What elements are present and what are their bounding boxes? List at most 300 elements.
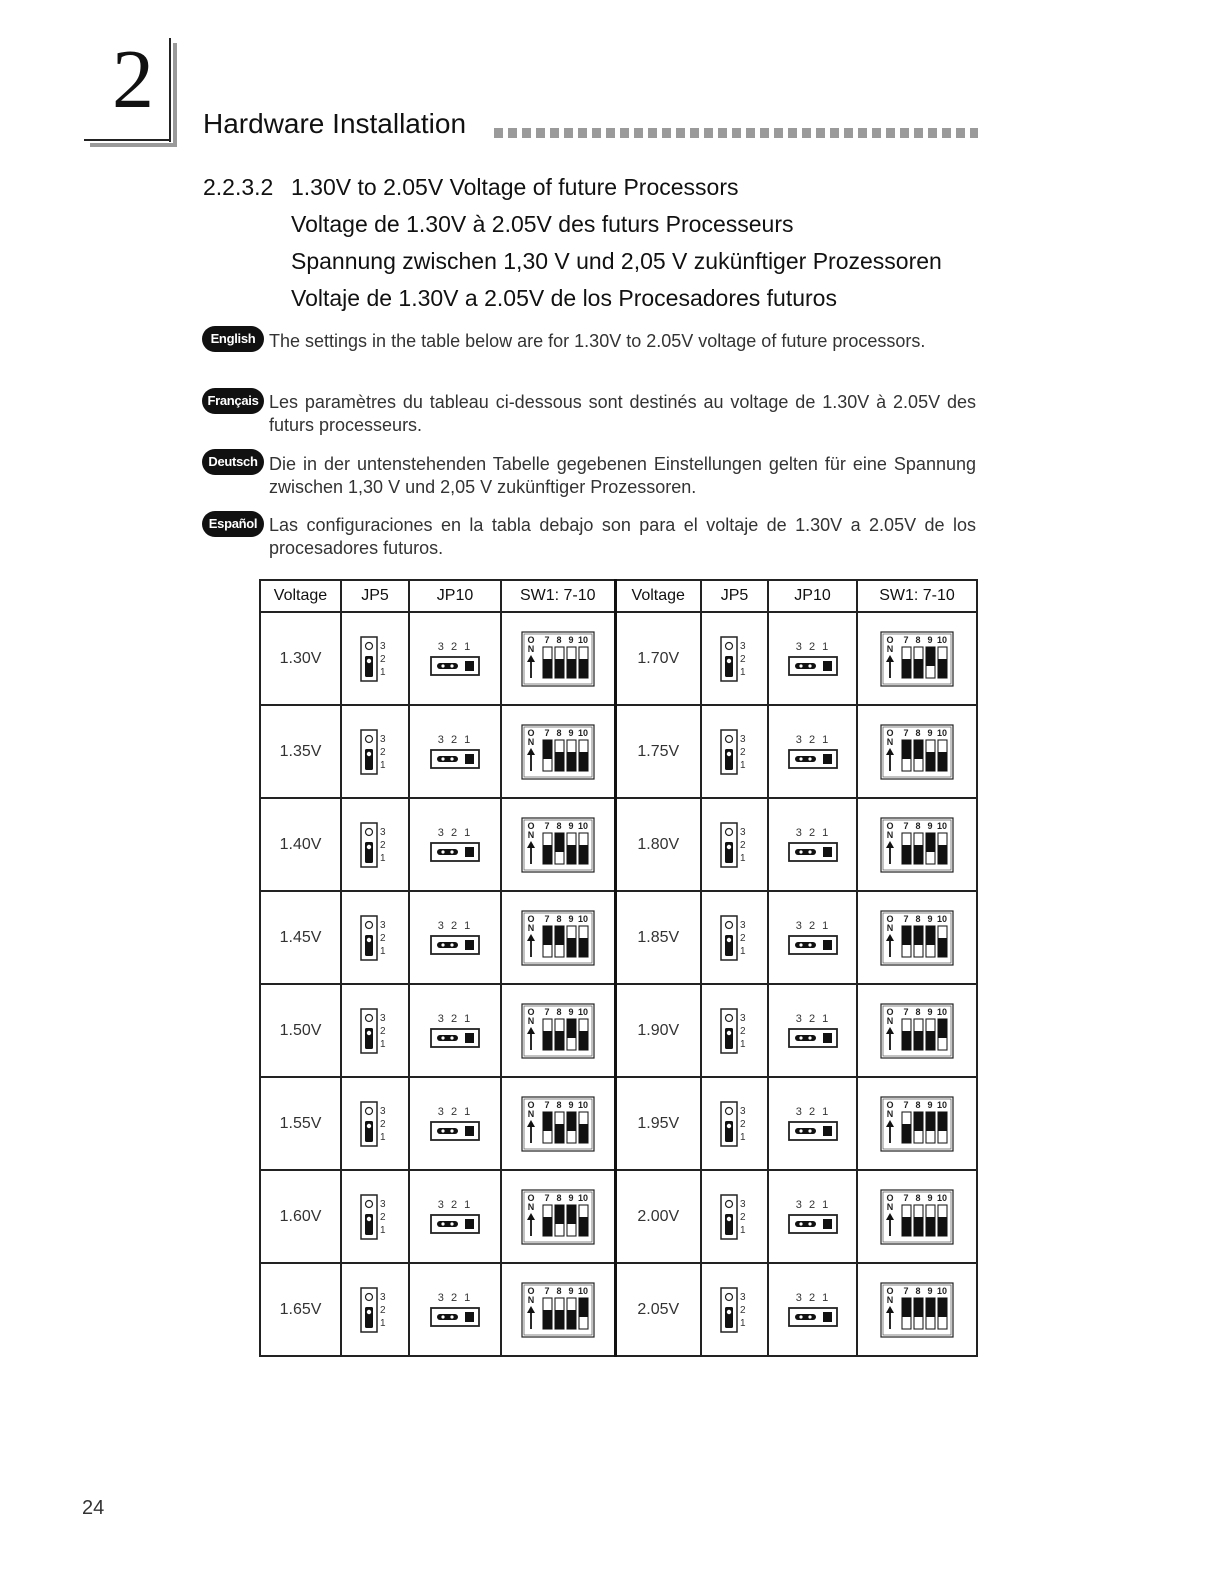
- sw1-dip-switch-diagram: [521, 1003, 595, 1059]
- sw1-switch-number: 7: [903, 634, 909, 645]
- header-jp5: JP5: [341, 580, 409, 612]
- sw1-switch-on: [938, 752, 947, 771]
- table-row: [260, 1263, 977, 1356]
- sw1-cell: [501, 612, 615, 705]
- sw1-cell: [857, 1170, 977, 1263]
- chapter-underline: [84, 139, 171, 141]
- jp10-capped-pin: [808, 850, 811, 853]
- jp10-pin-labels: 3 2 1: [795, 1291, 830, 1304]
- jp5-capped-pin: [726, 1123, 730, 1127]
- jp5-pin-label: 2: [739, 1025, 746, 1037]
- jp10-jumper-cap: [795, 1314, 816, 1320]
- jp5-jumper-diagram: [360, 1008, 390, 1054]
- jp5-pin-label: 1: [739, 1224, 746, 1236]
- sw1-switch-number: 9: [568, 634, 574, 645]
- sw1-switch-number: 7: [903, 913, 909, 924]
- jp5-pin-label: 2: [380, 1118, 386, 1130]
- jp5-jumper-diagram: [720, 729, 750, 775]
- sw1-switch-number: 7: [903, 1006, 909, 1017]
- jp10-jumper-cap: [437, 1221, 458, 1227]
- sw1-on-label: O: [527, 634, 535, 645]
- jp5-pin-label: 1: [739, 1038, 746, 1050]
- sw1-switch-number: 7: [544, 1192, 550, 1203]
- voltage-cell: 1.30V: [260, 612, 341, 705]
- sw1-switch-number: 8: [556, 1099, 562, 1110]
- jp5-capped-pin: [726, 1030, 730, 1034]
- sw1-on-label: O: [527, 1285, 535, 1296]
- sw1-switch-number: 9: [927, 820, 933, 831]
- jp10-jumper-diagram: [787, 1011, 839, 1051]
- voltage-cell: 1.70V: [615, 612, 701, 705]
- jp5-open-pin: [725, 735, 732, 742]
- jp5-open-pin: [366, 1200, 373, 1207]
- sw1-switch-on: [579, 1124, 588, 1143]
- sw1-switch-number: 8: [556, 634, 562, 645]
- sw1-switch-number: 8: [556, 913, 562, 924]
- table-row: [260, 984, 977, 1077]
- jp5-pin-label: 1: [380, 1131, 386, 1143]
- jp10-cell: [409, 798, 501, 891]
- sw1-switch-number: 9: [568, 727, 574, 738]
- sw1-on-label: N: [527, 643, 534, 654]
- jp5-cell: [701, 984, 768, 1077]
- jp10-capped-pin: [808, 1129, 811, 1132]
- jp10-pin-labels: 3 2 1: [795, 733, 830, 746]
- sw1-switch-number: 7: [544, 913, 550, 924]
- jp10-capped-pin: [441, 943, 444, 946]
- sw1-switch-on: [914, 659, 923, 678]
- sw1-switch-on: [579, 845, 588, 864]
- jp10-capped-pin: [441, 1036, 444, 1039]
- jp5-open-pin: [725, 921, 732, 928]
- jp10-jumper-cap: [437, 1035, 458, 1041]
- sw1-cell: [857, 1263, 977, 1356]
- sw1-on-arrow-icon: [886, 748, 894, 755]
- sw1-switch-on: [902, 1124, 911, 1143]
- jp10-jumper-cap: [795, 942, 816, 948]
- jp10-open-pin: [823, 847, 832, 857]
- jp10-capped-pin: [799, 664, 802, 667]
- sw1-switch-on: [579, 752, 588, 771]
- jp5-pin-label: 1: [739, 1317, 746, 1329]
- jp10-cell: [768, 1263, 857, 1356]
- jp10-jumper-diagram: [429, 732, 481, 772]
- sw1-switch-number: 7: [903, 727, 909, 738]
- jp5-pin-label: 2: [739, 1304, 746, 1316]
- sw1-on-label: N: [527, 829, 534, 840]
- chapter-divider: [169, 38, 171, 142]
- jp5-pin-label: 2: [739, 932, 746, 944]
- sw1-cell: [501, 1077, 615, 1170]
- jp5-capped-pin: [367, 937, 371, 941]
- sw1-switch-number: 10: [936, 1006, 948, 1017]
- jp10-capped-pin: [450, 1222, 453, 1225]
- jp5-pin-label: 3: [380, 733, 386, 745]
- jp5-open-pin: [366, 1014, 373, 1021]
- sw1-dip-switch-diagram: [521, 1189, 595, 1245]
- jp10-jumper-cap: [795, 663, 816, 669]
- paragraph-francais: Les paramètres du tableau ci-dessous sont destinés au voltage de 1.30V à 2.05V des futurs processeurs.: [269, 392, 976, 435]
- sw1-switch-off: [938, 1112, 947, 1131]
- sw1-switch-number: 8: [915, 1099, 921, 1110]
- jp5-jumper-diagram: [720, 1101, 750, 1147]
- chapter-divider-shadow: [173, 43, 177, 146]
- sw1-switch-number: 10: [577, 634, 588, 645]
- sw1-switch-number: 10: [936, 913, 948, 924]
- jp10-capped-pin: [799, 1129, 802, 1132]
- jp5-pin-label: 2: [739, 746, 746, 758]
- jp10-open-pin: [465, 1126, 474, 1136]
- sw1-switch-off: [543, 1112, 552, 1131]
- sw1-switch-on: [902, 845, 911, 864]
- jp5-open-pin: [725, 1200, 732, 1207]
- jp10-cell: [409, 705, 501, 798]
- jp5-pin-label: 2: [380, 1211, 386, 1223]
- sw1-on-arrow-icon: [527, 934, 535, 941]
- sw1-switch-number: 10: [577, 1285, 588, 1296]
- sw1-switch-on: [902, 1217, 911, 1236]
- voltage-settings-table: [259, 579, 978, 1357]
- jp5-cell: [341, 891, 409, 984]
- jp10-jumper-diagram: [429, 918, 481, 958]
- jp5-pin-label: 3: [739, 1012, 746, 1024]
- jp5-capped-pin: [367, 1030, 371, 1034]
- jp5-jumper-diagram: [360, 915, 390, 961]
- sw1-switch-on: [555, 659, 564, 678]
- jp5-pin-label: 3: [380, 1198, 386, 1210]
- sw1-switch-number: 10: [936, 634, 948, 645]
- jp5-cell: [341, 1263, 409, 1356]
- jp10-open-pin: [823, 940, 832, 950]
- jp5-capped-pin: [367, 844, 371, 848]
- sw1-switch-off: [902, 926, 911, 945]
- jp5-pin-label: 3: [380, 826, 386, 838]
- sw1-switch-off: [555, 833, 564, 852]
- sw1-cell: [857, 891, 977, 984]
- sw1-on-label: O: [886, 1192, 894, 1203]
- jp5-jumper-diagram: [360, 1101, 390, 1147]
- sw1-switch-off: [926, 926, 935, 945]
- table-row: [260, 891, 977, 984]
- language-badge-francais: Français: [202, 388, 264, 414]
- sw1-switch-off: [938, 1298, 947, 1317]
- jp5-jumper-diagram: [720, 1008, 750, 1054]
- sw1-dip-switch-diagram: [880, 910, 954, 966]
- sw1-on-arrow-icon: [527, 1027, 535, 1034]
- sw1-on-label: N: [886, 1015, 894, 1026]
- sw1-on-label: N: [886, 736, 894, 747]
- jp5-open-pin: [725, 1107, 732, 1114]
- sw1-switch-on: [567, 938, 576, 957]
- jp5-capped-pin: [367, 658, 371, 662]
- sw1-on-arrow-icon: [886, 841, 894, 848]
- jp5-cell: [701, 1170, 768, 1263]
- header-jp5-2: JP5: [701, 580, 768, 612]
- sw1-switch-number: 9: [927, 634, 933, 645]
- sw1-cell: [857, 1077, 977, 1170]
- sw1-on-arrow-icon: [527, 841, 535, 848]
- jp5-open-pin: [366, 642, 373, 649]
- sw1-switch-number: 9: [568, 820, 574, 831]
- jp10-capped-pin: [450, 850, 453, 853]
- sw1-switch-on: [926, 1217, 935, 1236]
- jp5-pin-label: 2: [739, 1211, 746, 1223]
- sw1-on-arrow-icon: [527, 1213, 535, 1220]
- jp10-capped-pin: [450, 1036, 453, 1039]
- sw1-on-label: N: [886, 829, 894, 840]
- chapter-title: Hardware Installation: [203, 108, 467, 139]
- sw1-switch-off: [567, 1019, 576, 1038]
- sw1-on-label: O: [527, 913, 535, 924]
- header-jp10-2: JP10: [768, 580, 857, 612]
- jp5-pin-label: 3: [739, 733, 746, 745]
- jp10-open-pin: [823, 1312, 832, 1322]
- jp10-open-pin: [823, 754, 832, 764]
- jp5-open-pin: [725, 642, 732, 649]
- jp10-jumper-cap: [795, 1035, 816, 1041]
- sw1-cell: [857, 705, 977, 798]
- jp5-cell: [341, 705, 409, 798]
- jp10-jumper-diagram: [429, 825, 481, 865]
- sw1-dip-switch-diagram: [880, 817, 954, 873]
- jp10-jumper-cap: [437, 756, 458, 762]
- jp10-open-pin: [823, 1126, 832, 1136]
- sw1-cell: [501, 705, 615, 798]
- jp5-pin-label: 1: [380, 945, 386, 957]
- sw1-switch-off: [926, 1112, 935, 1131]
- jp5-jumper-diagram: [360, 1194, 390, 1240]
- jp10-jumper-cap: [437, 1128, 458, 1134]
- sw1-dip-switch-diagram: [521, 910, 595, 966]
- voltage-cell: 1.85V: [615, 891, 701, 984]
- jp10-jumper-diagram: [787, 1104, 839, 1144]
- jp10-capped-pin: [441, 1315, 444, 1318]
- jp10-capped-pin: [799, 943, 802, 946]
- jp5-pin-label: 3: [739, 1105, 746, 1117]
- jp5-pin-label: 1: [739, 759, 746, 771]
- jp5-pin-label: 1: [380, 852, 386, 864]
- sw1-switch-on: [914, 1031, 923, 1050]
- sw1-switch-off: [555, 926, 564, 945]
- sw1-on-arrow-icon: [527, 655, 535, 662]
- sw1-switch-number: 9: [568, 1285, 574, 1296]
- jp5-jumper-diagram: [720, 636, 750, 682]
- sw1-cell: [501, 984, 615, 1077]
- sw1-switch-on: [938, 1217, 947, 1236]
- chapter-number: 2: [112, 33, 154, 126]
- sw1-on-label: N: [886, 1108, 894, 1119]
- sw1-switch-off: [567, 1205, 576, 1224]
- sw1-switch-number: 7: [903, 1099, 909, 1110]
- sw1-cell: [857, 612, 977, 705]
- sw1-switch-off: [902, 1298, 911, 1317]
- header-voltage: Voltage: [260, 580, 341, 612]
- jp10-cell: [409, 1077, 501, 1170]
- jp10-jumper-diagram: [787, 918, 839, 958]
- jp10-jumper-cap: [795, 1221, 816, 1227]
- sw1-switch-number: 7: [544, 727, 550, 738]
- jp5-pin-label: 3: [380, 1012, 386, 1024]
- sw1-switch-on: [579, 659, 588, 678]
- jp10-jumper-diagram: [429, 639, 481, 679]
- jp5-pin-label: 1: [380, 759, 386, 771]
- sw1-on-label: N: [886, 1201, 894, 1212]
- sw1-switch-off: [914, 1112, 923, 1131]
- jp10-open-pin: [465, 661, 474, 671]
- sw1-on-label: O: [886, 1099, 894, 1110]
- voltage-cell: 1.35V: [260, 705, 341, 798]
- sw1-on-label: O: [527, 820, 535, 831]
- jp10-capped-pin: [799, 1315, 802, 1318]
- sw1-switch-number: 9: [568, 1006, 574, 1017]
- jp10-capped-pin: [450, 664, 453, 667]
- jp10-jumper-diagram: [787, 825, 839, 865]
- voltage-cell: 1.90V: [615, 984, 701, 1077]
- jp5-pin-label: 3: [739, 640, 746, 652]
- sw1-switch-on: [543, 1310, 552, 1329]
- sw1-on-arrow-icon: [886, 1027, 894, 1034]
- jp10-open-pin: [465, 1312, 474, 1322]
- jp5-jumper-diagram: [720, 822, 750, 868]
- sw1-on-label: N: [886, 643, 894, 654]
- sw1-switch-number: 9: [927, 1006, 933, 1017]
- sw1-switch-on: [567, 752, 576, 771]
- jp10-jumper-diagram: [787, 639, 839, 679]
- jp10-capped-pin: [441, 1222, 444, 1225]
- jp10-jumper-cap: [437, 942, 458, 948]
- section-title-fr: Voltage de 1.30V à 2.05V des futurs Processeurs: [291, 211, 794, 237]
- jp10-open-pin: [823, 1033, 832, 1043]
- jp10-cell: [768, 984, 857, 1077]
- jp10-pin-labels: 3 2 1: [437, 826, 473, 839]
- jp10-capped-pin: [808, 943, 811, 946]
- jp5-open-pin: [725, 828, 732, 835]
- sw1-switch-on: [555, 1124, 564, 1143]
- sw1-on-label: O: [886, 1006, 894, 1017]
- jp5-pin-label: 1: [739, 666, 746, 678]
- sw1-on-label: N: [527, 1108, 534, 1119]
- sw1-switch-on: [926, 1031, 935, 1050]
- jp10-capped-pin: [441, 850, 444, 853]
- sw1-on-label: O: [886, 820, 894, 831]
- jp10-pin-labels: 3 2 1: [795, 826, 830, 839]
- sw1-switch-on: [914, 845, 923, 864]
- jp5-pin-label: 1: [380, 1038, 386, 1050]
- sw1-on-label: N: [886, 922, 894, 933]
- jp10-pin-labels: 3 2 1: [795, 1105, 830, 1118]
- jp10-open-pin: [465, 1033, 474, 1043]
- jp5-capped-pin: [726, 1216, 730, 1220]
- sw1-switch-number: 9: [568, 1192, 574, 1203]
- voltage-cell: 1.60V: [260, 1170, 341, 1263]
- sw1-switch-number: 10: [577, 727, 588, 738]
- jp10-cell: [409, 984, 501, 1077]
- sw1-switch-number: 9: [927, 1192, 933, 1203]
- sw1-dip-switch-diagram: [521, 1096, 595, 1152]
- voltage-cell: 1.95V: [615, 1077, 701, 1170]
- jp5-jumper-diagram: [720, 915, 750, 961]
- jp5-jumper-diagram: [720, 1287, 750, 1333]
- jp5-pin-label: 2: [380, 932, 386, 944]
- jp5-cell: [701, 612, 768, 705]
- sw1-switch-on: [543, 1217, 552, 1236]
- jp10-jumper-diagram: [429, 1104, 481, 1144]
- voltage-cell: 1.40V: [260, 798, 341, 891]
- section-title-de: Spannung zwischen 1,30 V und 2,05 V zukünftiger Prozessoren: [291, 248, 942, 274]
- sw1-switch-on: [543, 845, 552, 864]
- jp10-capped-pin: [799, 850, 802, 853]
- jp10-open-pin: [465, 754, 474, 764]
- jp10-pin-labels: 3 2 1: [437, 1105, 473, 1118]
- jp10-capped-pin: [799, 757, 802, 760]
- jp10-pin-labels: 3 2 1: [437, 1198, 473, 1211]
- jp10-capped-pin: [808, 1036, 811, 1039]
- jp10-cell: [409, 1263, 501, 1356]
- jp5-pin-label: 2: [739, 1118, 746, 1130]
- jp5-cell: [701, 1263, 768, 1356]
- jp5-pin-label: 3: [380, 919, 386, 931]
- sw1-on-label: N: [527, 922, 534, 933]
- jp10-capped-pin: [450, 1315, 453, 1318]
- jp5-pin-label: 3: [739, 826, 746, 838]
- jp10-capped-pin: [441, 1129, 444, 1132]
- header-sw1-2: SW1: 7-10: [857, 580, 977, 612]
- voltage-cell: 2.05V: [615, 1263, 701, 1356]
- sw1-switch-off: [555, 1205, 564, 1224]
- jp10-pin-labels: 3 2 1: [795, 919, 830, 932]
- jp10-cell: [409, 891, 501, 984]
- jp5-capped-pin: [726, 937, 730, 941]
- sw1-switch-number: 9: [568, 913, 574, 924]
- sw1-on-label: O: [527, 1099, 535, 1110]
- jp5-open-pin: [366, 1293, 373, 1300]
- jp10-open-pin: [465, 847, 474, 857]
- paragraph-english: The settings in the table below are for 1.30V to 2.05V voltage of future processors.: [269, 331, 926, 351]
- jp5-pin-label: 1: [739, 852, 746, 864]
- jp10-jumper-cap: [437, 1314, 458, 1320]
- sw1-switch-number: 8: [556, 1285, 562, 1296]
- jp10-open-pin: [465, 940, 474, 950]
- sw1-cell: [501, 891, 615, 984]
- sw1-switch-number: 10: [936, 1192, 948, 1203]
- jp10-jumper-diagram: [429, 1011, 481, 1051]
- sw1-switch-on: [543, 659, 552, 678]
- jp5-pin-label: 1: [739, 1131, 746, 1143]
- sw1-dip-switch-diagram: [880, 631, 954, 687]
- jp5-capped-pin: [367, 1216, 371, 1220]
- sw1-switch-on: [938, 845, 947, 864]
- jp10-pin-labels: 3 2 1: [437, 1012, 473, 1025]
- jp10-capped-pin: [441, 664, 444, 667]
- sw1-switch-number: 9: [927, 1285, 933, 1296]
- sw1-switch-number: 10: [577, 913, 588, 924]
- header-sw1: SW1: 7-10: [501, 580, 615, 612]
- sw1-switch-number: 7: [903, 820, 909, 831]
- jp5-pin-label: 3: [739, 1291, 746, 1303]
- sw1-dip-switch-diagram: [521, 1282, 595, 1338]
- table-row: [260, 705, 977, 798]
- jp5-open-pin: [366, 1107, 373, 1114]
- sw1-on-arrow-icon: [527, 1306, 535, 1313]
- sw1-on-label: O: [527, 727, 535, 738]
- jp5-jumper-diagram: [360, 1287, 390, 1333]
- jp10-jumper-cap: [795, 849, 816, 855]
- sw1-dip-switch-diagram: [521, 631, 595, 687]
- jp10-pin-labels: 3 2 1: [795, 1198, 830, 1211]
- jp10-capped-pin: [450, 943, 453, 946]
- sw1-dip-switch-diagram: [521, 724, 595, 780]
- table-row: [260, 612, 977, 705]
